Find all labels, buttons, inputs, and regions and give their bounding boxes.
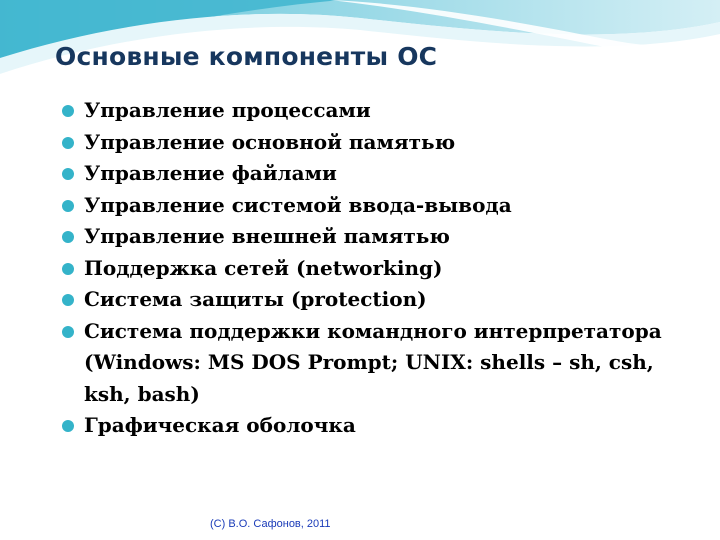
bullet-text: Управление процессами <box>84 98 371 122</box>
bullet-text: Система защиты (protection) <box>84 287 427 311</box>
bullet-text: Управление основной памятью <box>84 129 456 154</box>
footer-copyright: (C) В.О. Сафонов, 2011 <box>210 518 331 530</box>
bullet-text: Поддержка сетей (networking) <box>84 255 443 280</box>
bullet-text: Система поддержки командного интерпретатора <box>84 318 662 343</box>
bullet-text: Управление системой ввода-вывода <box>84 192 512 217</box>
bullet-text: Управление внешней памятью <box>84 224 450 248</box>
bullet-item-processes <box>62 95 682 127</box>
bullet-item-protection <box>62 284 682 316</box>
bullet-text-continuation: (Windows: MS DOS Prompt; UNIX: shells – sh, csh, <box>84 350 654 374</box>
bullet-dot-icon <box>62 326 74 338</box>
bullet-item-io-system <box>62 190 682 222</box>
bullet-item-files <box>62 158 682 190</box>
bullet-dot-icon <box>62 168 74 180</box>
bullet-dot-icon <box>62 137 74 149</box>
bullet-item-networking <box>62 253 682 285</box>
bullet-dot-icon <box>62 231 74 243</box>
bullet-dot-icon <box>62 294 74 306</box>
slide-title: Основные компоненты ОС <box>55 42 438 71</box>
bullet-text: Графическая оболочка <box>84 413 356 437</box>
bullet-list <box>62 95 682 442</box>
bullet-item-external-memory <box>62 221 682 253</box>
bullet-dot-icon <box>62 105 74 117</box>
bullet-item-main-memory <box>62 127 682 159</box>
bullet-text-continuation: ksh, bash) <box>84 381 200 406</box>
bullet-text: Управление файлами <box>84 161 337 185</box>
bullet-item-graphical-shell <box>62 410 682 442</box>
bullet-item-command-interpreter <box>62 316 682 411</box>
bullet-dot-icon <box>62 200 74 212</box>
bullet-dot-icon <box>62 263 74 275</box>
bullet-dot-icon <box>62 420 74 432</box>
